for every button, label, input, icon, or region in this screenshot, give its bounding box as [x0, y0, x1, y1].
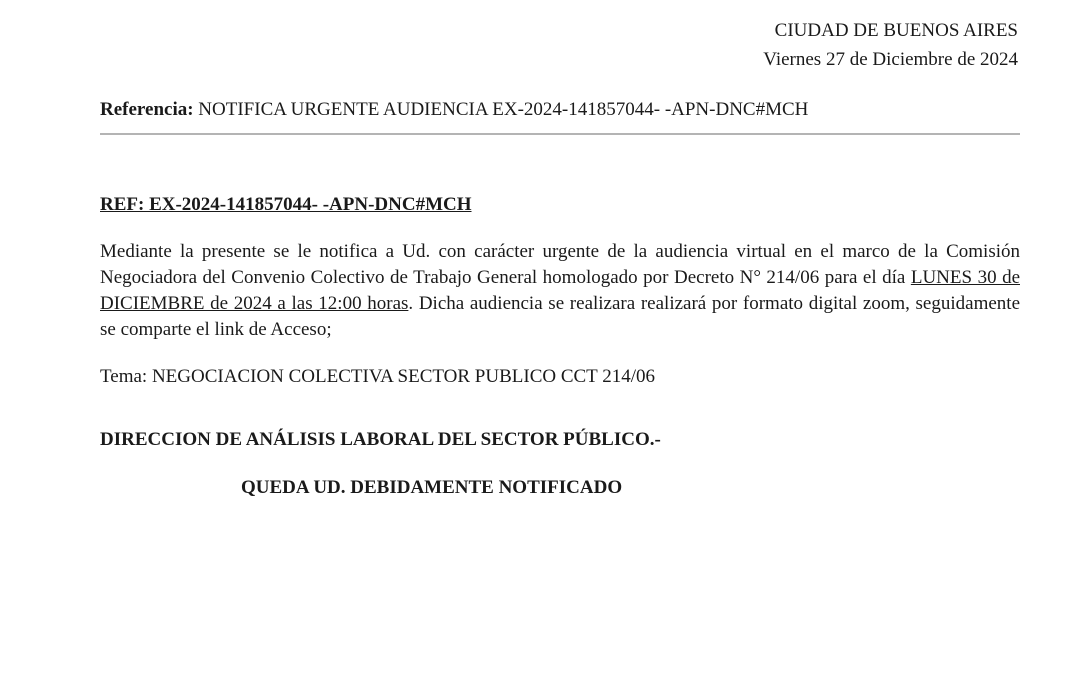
hearing-datetime: LUNES 30 de DICIEMBRE de 2024 a las 12:00 horas: [100, 267, 1020, 314]
body-paragraph: [100, 239, 1020, 343]
reference-line: [100, 97, 808, 123]
issuing-direction: DIRECCION DE ANÁLISIS LABORAL DEL SECTOR PÚBLICO.-: [100, 429, 661, 450]
city-name: CIUDAD DE BUENOS AIRES: [774, 20, 1018, 41]
reference-text: NOTIFICA URGENTE AUDIENCIA EX-2024-141857044- -APN-DNC#MCH: [198, 99, 809, 120]
document-date: Viernes 27 de Diciembre de 2024: [763, 49, 1018, 70]
body-text-end: . Dicha audiencia se realizara realizará por formato digital zoom, seguidamente se comparte el link de Acceso;: [100, 293, 1020, 340]
reference-label: Referencia:: [100, 99, 194, 120]
ref-heading: REF: EX-2024-141857044- -APN-DNC#MCH: [100, 194, 472, 215]
body-text-start: Mediante la presente se le notifica a Ud. con carácter urgente de la audiencia virtual en el marco de la Comisión Negociadora del Convenio Colectivo de Trabajo General homologado por Decreto N° 214/06 para el día: [100, 241, 1020, 288]
document-header: [763, 16, 1018, 74]
notification-closing: QUEDA UD. DEBIDAMENTE NOTIFICADO: [241, 477, 623, 498]
topic-line: Tema: NEGOCIACION COLECTIVA SECTOR PUBLICO CCT 214/06: [100, 366, 655, 387]
section-divider: [100, 133, 1020, 135]
